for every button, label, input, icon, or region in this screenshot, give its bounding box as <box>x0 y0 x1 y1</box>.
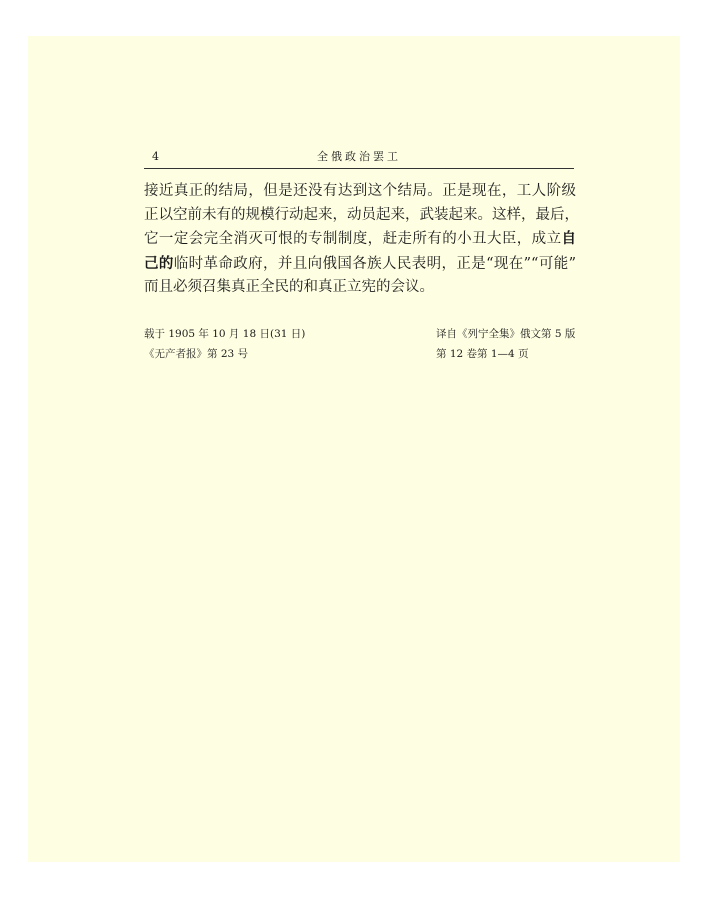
publication-date: 载于 1905 年 10 月 18 日(31 日) <box>144 328 306 340</box>
translation-edition: 译自《列宁全集》俄文第 5 版 <box>436 328 576 340</box>
publication-source <box>144 324 305 364</box>
body-text: 它一定会完全消灭可恨的专制制度，赶走所有的小丑大臣，成立 <box>144 231 562 247</box>
translation-pages: 第 12 卷第 1—4 页 <box>436 348 529 360</box>
body-paragraph <box>144 180 579 300</box>
body-text: 临时革命政府，并且向俄国各族人民表明，正是“现在”“可能” <box>173 255 576 272</box>
page-number: 4 <box>152 150 159 163</box>
body-line: 接近真正的结局，但是还没有达到这个结局。正是现在，工人阶级 <box>144 183 576 199</box>
translation-source <box>436 324 576 364</box>
running-title: 全俄政治罢工 <box>317 150 401 163</box>
publication-issue: 《无产者报》第 23 号 <box>144 348 249 360</box>
running-header <box>144 150 574 169</box>
emphasized-text: 自 <box>561 230 576 247</box>
emphasized-text: 己的 <box>144 254 174 272</box>
body-line: 而且必须召集真正全民的和真正立宪的会议。 <box>144 279 434 295</box>
body-line <box>144 227 576 252</box>
body-line: 正以空前未有的规模行动起来，动员起来，武装起来。这样，最后， <box>144 206 579 223</box>
body-line <box>144 252 576 277</box>
